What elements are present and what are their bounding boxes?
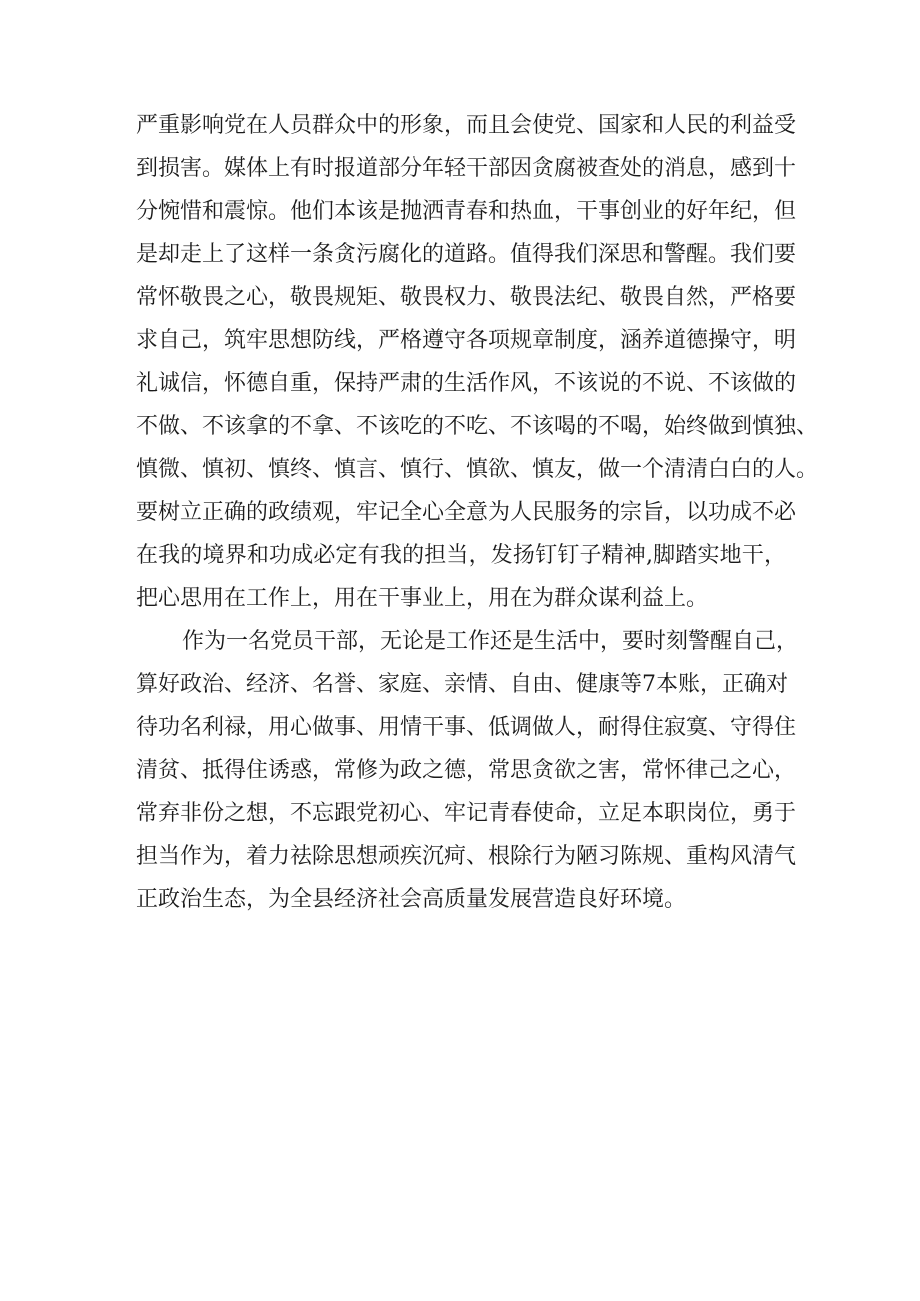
text-line: 慎微、慎初、慎终、慎言、慎行、慎欲、慎友，做一个清清白白的人。 (136, 457, 819, 482)
text-line: 算好政治、经济、名誉、家庭、亲情、自由、健康等7本账，正确对 (136, 672, 788, 697)
text-line: 作为一名党员干部，无论是工作还是生活中，要时刻警醒自己， (182, 629, 799, 654)
text-line: 礼诚信，怀德自重，保持严肃的生活作风，不该说的不说、不该做的 (136, 371, 797, 396)
text-line: 把心思用在工作上，用在干事业上，用在为群众谋利益上。 (136, 586, 709, 611)
text-line: 在我的境界和功成必定有我的担当，发扬钉钉子精神,脚踏实地干， (136, 543, 786, 568)
text-line: 清贫、抵得住诱惑，常修为政之德，常思贪欲之害，常怀律己之心， (136, 758, 797, 783)
text-line: 分惋惜和震惊。他们本该是抛洒青春和热血，干事创业的好年纪，但 (136, 199, 797, 224)
text-line: 求自己，筑牢思想防线，严格遵守各项规章制度，涵养道德操守，明 (136, 328, 797, 353)
text-line: 到损害。媒体上有时报道部分年轻干部因贪腐被查处的消息，感到十 (136, 156, 797, 181)
body-text (136, 104, 819, 921)
paragraph-2 (136, 620, 799, 921)
text-line: 正政治生态，为全县经济社会高质量发展营造良好环境。 (136, 887, 687, 912)
text-line: 要树立正确的政绩观，牢记全心全意为人民服务的宗旨，以功成不必 (136, 500, 797, 525)
text-line: 常弃非份之想，不忘跟党初心、牢记青春使命，立足本职岗位，勇于 (136, 801, 797, 826)
text-line: 担当作为，着力祛除思想顽疾沉疴、根除行为陋习陈规、重构风清气 (136, 844, 797, 869)
text-line: 不做、不该拿的不拿、不该吃的不吃、不该喝的不喝，始终做到慎独、 (136, 414, 819, 439)
text-line: 待功名利禄，用心做事、用情干事、低调做人，耐得住寂寞、守得住 (136, 715, 797, 740)
text-line: 是却走上了这样一条贪污腐化的道路。值得我们深思和警醒。我们要 (136, 242, 797, 267)
paragraph-1 (136, 104, 819, 620)
text-line: 常怀敬畏之心，敬畏规矩、敬畏权力、敬畏法纪、敬畏自然，严格要 (136, 285, 797, 310)
text-line: 严重影响党在人员群众中的形象，而且会使党、国家和人民的利益受 (136, 113, 797, 138)
